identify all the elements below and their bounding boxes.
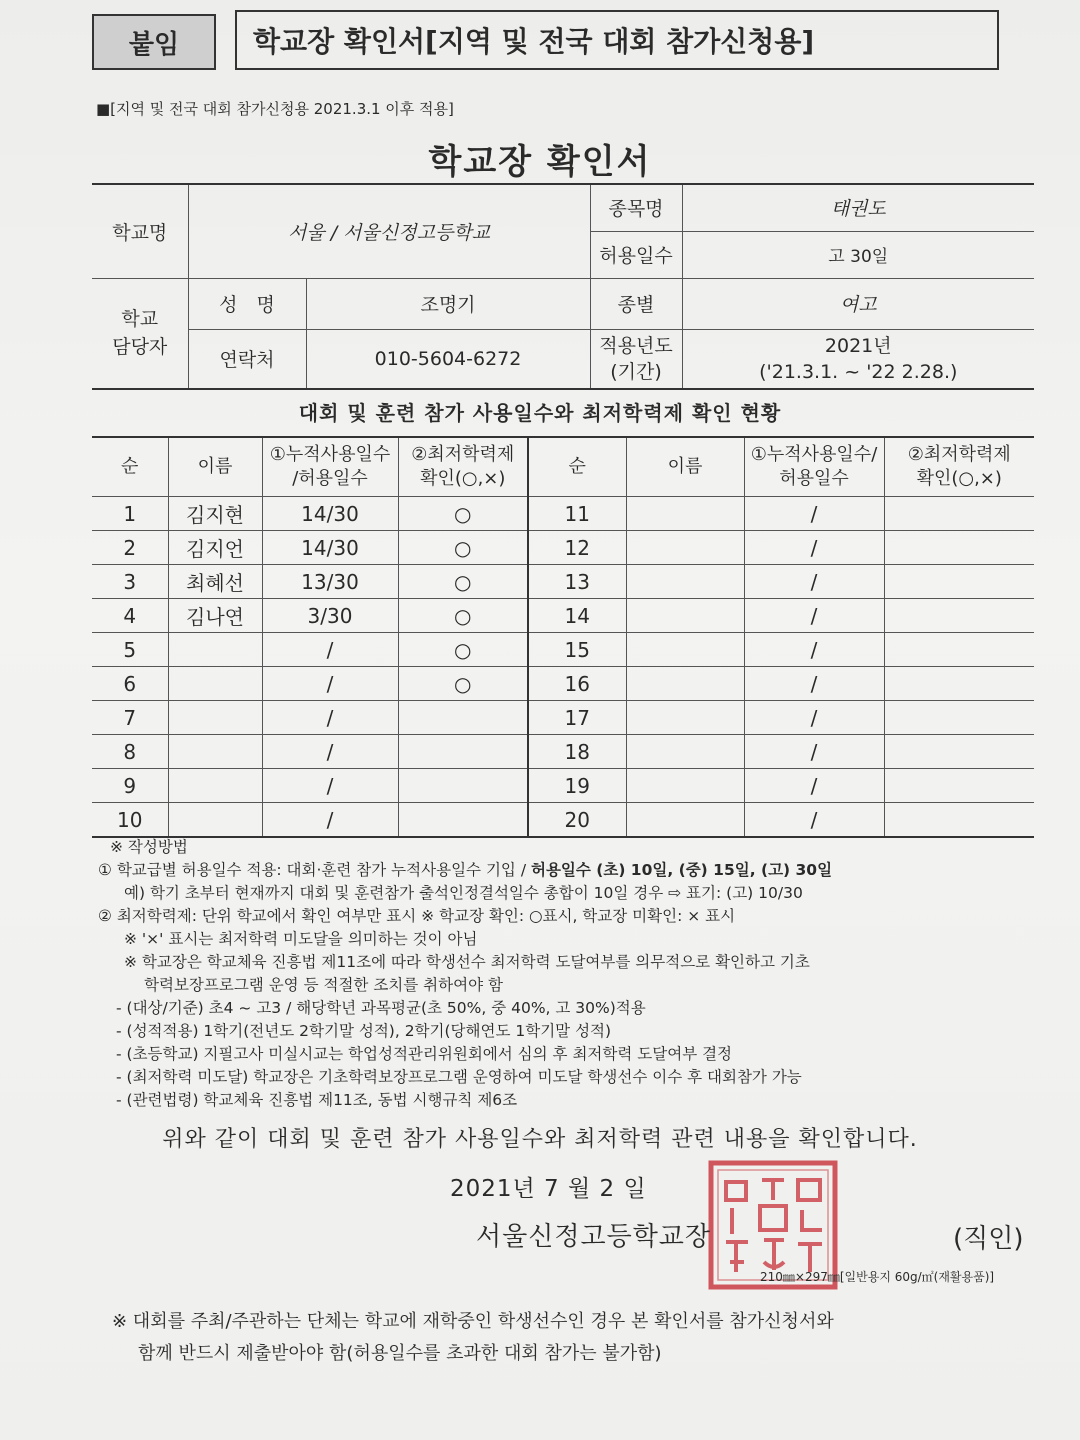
note-1-bold: 허용일수 (초) 10일, (중) 15일, (고) 30일: [530, 861, 833, 879]
col-check: ②최저학력제 확인(○,×): [398, 437, 528, 497]
row-days-2: /: [744, 633, 884, 667]
row-no-2: 13: [528, 565, 626, 599]
row-days: /: [262, 667, 398, 701]
row-days: 3/30: [262, 599, 398, 633]
seal-mark-text: (직인): [953, 1224, 1024, 1254]
row-check-2: [884, 531, 1034, 565]
detail-2: - (성적적용) 1학기(전년도 2학기말 성적), 2학기(당해연도 1학기말 성적): [116, 1022, 612, 1040]
confirm-statement: 위와 같이 대회 및 훈련 참가 사용일수와 최저학력 관련 내용을 확인합니다.: [162, 1127, 918, 1152]
row-check-2: [884, 565, 1034, 599]
row-no-2: 16: [528, 667, 626, 701]
document-title: 학교장 확인서: [428, 142, 652, 182]
row-no-2: 17: [528, 701, 626, 735]
writing-notes: [98, 836, 1048, 1112]
row-name: [168, 735, 262, 769]
row-name-2: [626, 769, 744, 803]
row-name-2: [626, 701, 744, 735]
contact-label: 연락처: [188, 329, 306, 389]
col-no: 순: [92, 437, 168, 497]
row-name: 김지언: [168, 531, 262, 565]
footer-line-1: ※ 대회를 주최/주관하는 단체는 학교에 재학중인 학생선수인 경우 본 확인서를 참가신청서와: [112, 1311, 834, 1332]
row-days-2: /: [744, 803, 884, 838]
row-name: [168, 803, 262, 838]
detail-3: - (초등학교) 지필고사 미실시교는 학업성적관리위원회에서 심의 후 최저학력 도달여부 결정: [116, 1045, 733, 1063]
row-no: 9: [92, 769, 168, 803]
row-name: 김지현: [168, 497, 262, 531]
row-name-2: [626, 497, 744, 531]
detail-1: - (대상/기준) 초4 ~ 고3 / 해당학년 과목평균(초 50%, 중 40%, 고 30%)적용: [116, 999, 646, 1017]
year-period: ('21.3.1. ~ '22 2.28.): [759, 360, 958, 383]
row-name-2: [626, 667, 744, 701]
row-no: 2: [92, 531, 168, 565]
col-days-2: ①누적사용일수/ 허용일수: [744, 437, 884, 497]
row-no-2: 20: [528, 803, 626, 838]
row-days: /: [262, 769, 398, 803]
status-table-body: [92, 497, 1034, 838]
row-check: ○: [398, 497, 528, 531]
row-no: 6: [92, 667, 168, 701]
section-title: 대회 및 훈련 참가 사용일수와 최저학력제 확인 현황: [298, 401, 782, 425]
col-no-2: 순: [528, 437, 626, 497]
row-check-2: [884, 633, 1034, 667]
row-name-2: [626, 633, 744, 667]
row-no: 8: [92, 735, 168, 769]
table-row: [92, 769, 1034, 803]
row-days: 13/30: [262, 565, 398, 599]
row-name: [168, 701, 262, 735]
row-days: /: [262, 803, 398, 838]
note-2: ② 최저학력제: 단위 학교에서 확인 여부만 표시 ※ 학교장 확인: ○표시, 학교장 미확인: × 표시: [98, 907, 736, 925]
row-check: ○: [398, 599, 528, 633]
row-no: 4: [92, 599, 168, 633]
row-name-2: [626, 803, 744, 838]
row-no-2: 14: [528, 599, 626, 633]
row-name-2: [626, 565, 744, 599]
year-cell: [682, 329, 1034, 389]
allowed-days-value: 고 30일: [682, 231, 1034, 278]
row-name: [168, 667, 262, 701]
year-value: 2021년: [824, 334, 892, 357]
row-name: [168, 633, 262, 667]
row-no-2: 18: [528, 735, 626, 769]
row-check: [398, 803, 528, 838]
table-row: [92, 531, 1034, 565]
row-no: 3: [92, 565, 168, 599]
col-days: ①누적사용일수 /허용일수: [262, 437, 398, 497]
allowed-days-label: 허용일수: [590, 231, 682, 278]
table-row: [92, 803, 1034, 838]
row-days: /: [262, 735, 398, 769]
row-days-2: /: [744, 565, 884, 599]
detail-5: - (관련법령) 학교체육 진흥법 제11조, 동법 시행규칙 제6조: [116, 1091, 518, 1109]
category-value: 여고: [682, 278, 1034, 329]
row-days: /: [262, 633, 398, 667]
row-days-2: /: [744, 599, 884, 633]
row-check: [398, 701, 528, 735]
row-no-2: 12: [528, 531, 626, 565]
row-check-2: [884, 497, 1034, 531]
attachment-tag: 붙임: [92, 14, 216, 70]
row-name-2: [626, 531, 744, 565]
row-check: ○: [398, 633, 528, 667]
row-check-2: [884, 701, 1034, 735]
table-row: [92, 667, 1034, 701]
note-1-text: ① 학교급별 허용일수 적용: 대회·훈련 참가 누적사용일수 기입 /: [98, 861, 531, 879]
row-days-2: /: [744, 735, 884, 769]
row-no: 7: [92, 701, 168, 735]
table-row: [92, 565, 1034, 599]
row-name: [168, 769, 262, 803]
contact-value: 010-5604-6272: [306, 329, 590, 389]
row-no-2: 15: [528, 633, 626, 667]
row-check: [398, 735, 528, 769]
paper-spec: 210㎜×297㎜[일반용지 60g/㎡(재활용품)]: [760, 1270, 995, 1284]
row-days: 14/30: [262, 531, 398, 565]
row-days-2: /: [744, 497, 884, 531]
detail-4: - (최저학력 미도달) 학교장은 기초학력보장프로그램 운영하여 미도달 학생선수 이수 후 대회참가 가능: [116, 1068, 802, 1086]
category-label: 종별: [590, 278, 682, 329]
school-label: 학교명: [92, 184, 188, 278]
row-no: 5: [92, 633, 168, 667]
status-table: [92, 436, 1034, 838]
row-check-2: [884, 803, 1034, 838]
row-days-2: /: [744, 701, 884, 735]
col-name: 이름: [168, 437, 262, 497]
issue-date: 2021년 7 월 2 일: [450, 1176, 647, 1202]
row-no: 1: [92, 497, 168, 531]
row-days: 14/30: [262, 497, 398, 531]
table-row: [92, 735, 1034, 769]
row-days-2: /: [744, 769, 884, 803]
school-value: 서울 / 서울신정고등학교: [188, 184, 590, 278]
row-no: 10: [92, 803, 168, 838]
note-4: ※ 학교장은 학교체육 진흥법 제11조에 따라 학생선수 최저학력 도달여부를 의무적으로 확인하고 기초: [124, 953, 810, 971]
row-days-2: /: [744, 531, 884, 565]
note-3: ※ '×' 표시는 최저학력 미도달을 의미하는 것이 아님: [124, 930, 478, 948]
notes-title: ※ 작성방법: [110, 838, 188, 856]
row-check: ○: [398, 565, 528, 599]
applicability-line: ■[지역 및 전국 대회 참가신청용 2021.3.1 이후 적용]: [96, 100, 454, 118]
col-check-2: ②최저학력제 확인(○,×): [884, 437, 1034, 497]
row-name: 김나연: [168, 599, 262, 633]
row-no-2: 19: [528, 769, 626, 803]
row-name: 최혜선: [168, 565, 262, 599]
row-check-2: [884, 769, 1034, 803]
sport-label: 종목명: [590, 184, 682, 231]
row-name-2: [626, 735, 744, 769]
name-label: 성 명: [188, 278, 306, 329]
table-row: [92, 701, 1034, 735]
col-name-2: 이름: [626, 437, 744, 497]
note-4-cont: 학력보장프로그램 운영 등 적절한 조치를 취하여야 함: [144, 976, 503, 994]
school-principal: 서울신정고등학교장: [476, 1222, 712, 1252]
info-table: [92, 183, 1034, 390]
footer-line-2: 함께 반드시 제출받아야 함(허용일수를 초과한 대회 참가는 불가함): [138, 1343, 662, 1364]
row-no-2: 11: [528, 497, 626, 531]
row-check-2: [884, 667, 1034, 701]
row-days-2: /: [744, 667, 884, 701]
row-check-2: [884, 735, 1034, 769]
table-row: [92, 497, 1034, 531]
header-title: 학교장 확인서[지역 및 전국 대회 참가신청용]: [235, 10, 999, 70]
footer-note: [112, 1306, 834, 1370]
row-check-2: [884, 599, 1034, 633]
row-name-2: [626, 599, 744, 633]
manager-label: 학교 담당자: [92, 278, 188, 389]
table-row: [92, 599, 1034, 633]
note-1-example: 예) 학기 초부터 현재까지 대회 및 훈련참가 출석인정결석일수 총합이 10일 경우 ⇨ 표기: (고) 10/30: [124, 884, 803, 902]
note-1: [98, 859, 1048, 882]
row-check: ○: [398, 667, 528, 701]
row-days: /: [262, 701, 398, 735]
name-value: 조명기: [306, 278, 590, 329]
table-row: [92, 633, 1034, 667]
year-label: 적용년도 (기간): [590, 329, 682, 389]
row-check: ○: [398, 531, 528, 565]
row-check: [398, 769, 528, 803]
sport-value: 태권도: [682, 184, 1034, 231]
